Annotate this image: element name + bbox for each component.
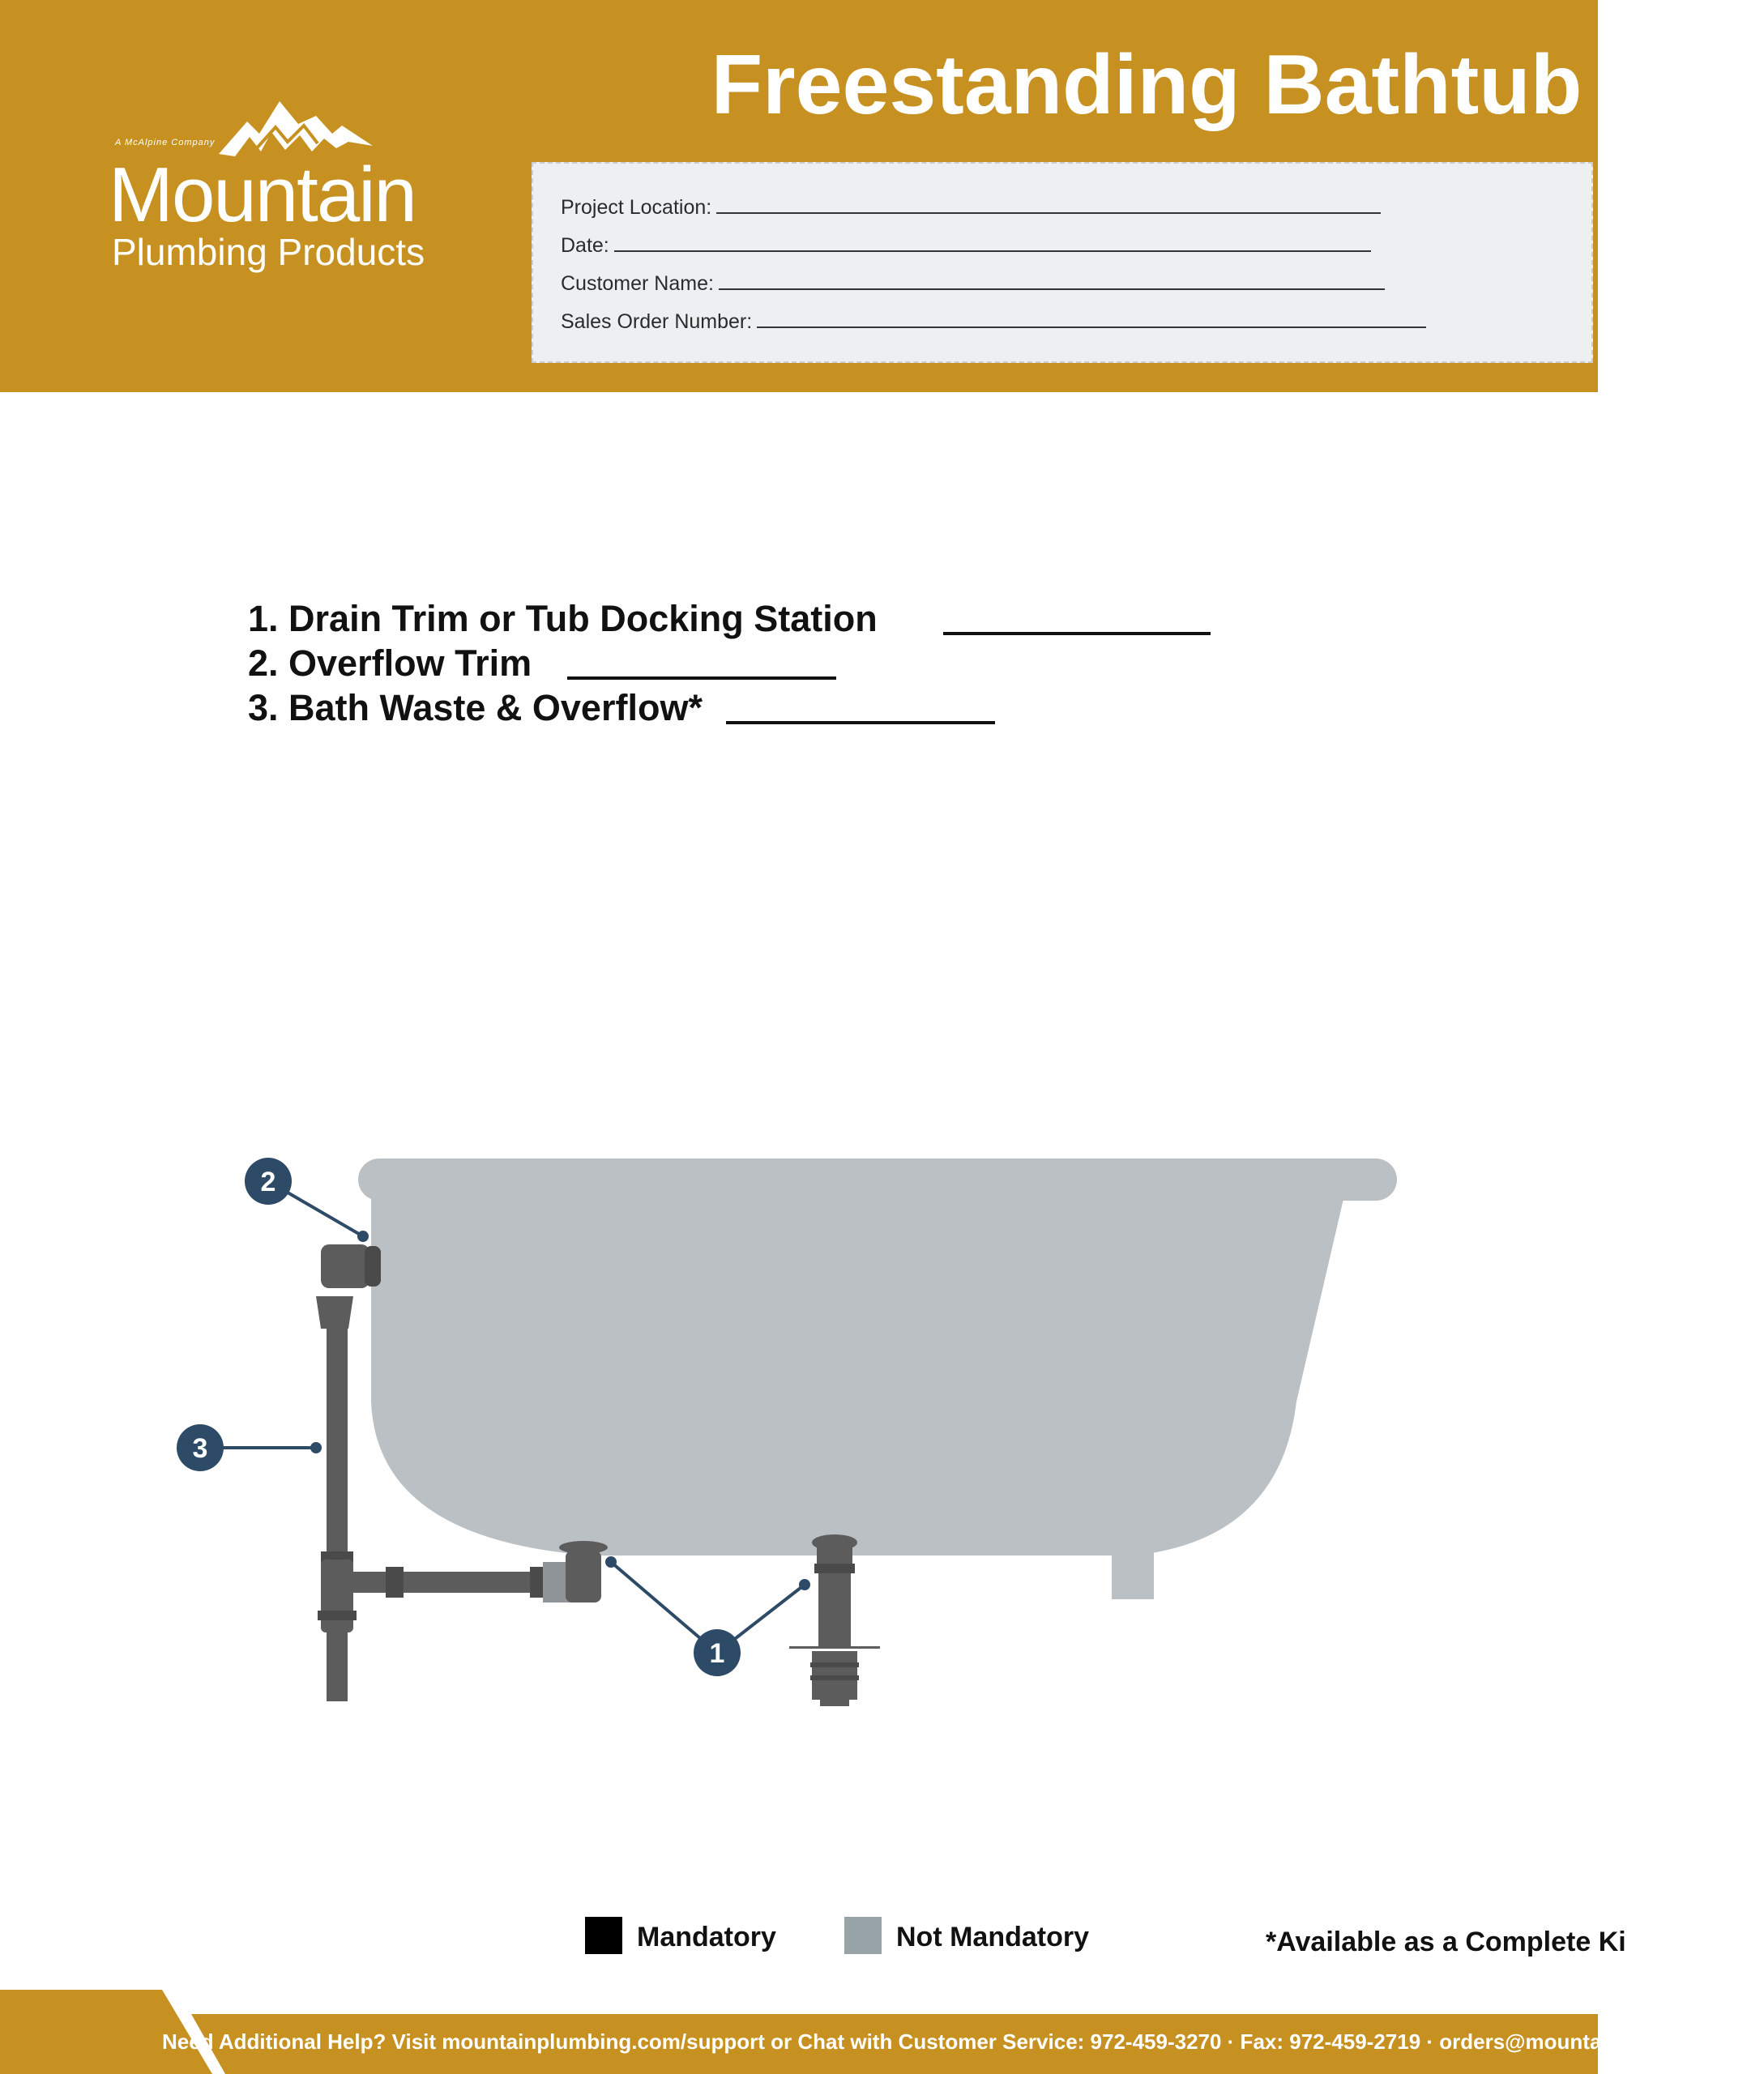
mandatory-swatch [585, 1917, 622, 1954]
docking-thread-2 [810, 1675, 859, 1680]
page-title: Freestanding Bathtub [711, 38, 1582, 132]
callout-3-dot [310, 1442, 322, 1453]
date-label: Date: [561, 234, 609, 257]
mountain-peaks-icon [219, 101, 373, 156]
item-drain-trim: 1. Drain Trim or Tub Docking Station [248, 598, 878, 639]
project-location-label: Project Location: [561, 196, 712, 219]
item-overflow-trim: 2. Overflow Trim [248, 642, 532, 684]
waste-horizontal-pipe [353, 1572, 548, 1593]
docking-tail [820, 1700, 849, 1706]
waste-vertical-pipe [327, 1329, 348, 1701]
project-info-box [532, 162, 1593, 363]
customer-name-label: Customer Name: [561, 272, 714, 295]
floor-line [789, 1646, 880, 1649]
logo-name: Mountain [109, 151, 416, 238]
waste-tee [321, 1560, 353, 1632]
date-field[interactable] [614, 234, 1371, 252]
not-mandatory-label: Not Mandatory [896, 1922, 1089, 1952]
overflow-coupling [316, 1296, 353, 1329]
not-mandatory-swatch [844, 1917, 882, 1954]
footer-contact-text: Need Additional Help? Visit mountainplumbing.com/support or Chat with Customer Service: 972-459-3270 · Fax: 972-459-2719 · orders@mountainplumbing.com [162, 2029, 1764, 2054]
callout-2-number: 2 [260, 1167, 276, 1197]
bathtub-rim [358, 1159, 1397, 1201]
item-overflow-trim-blank[interactable] [567, 676, 836, 680]
drain-shoe [566, 1551, 601, 1602]
callout-1-dot-b [799, 1579, 810, 1590]
project-location-field[interactable] [716, 196, 1381, 214]
complete-kit-note: *Available as a Complete Ki [1266, 1927, 1626, 1957]
mandatory-label: Mandatory [637, 1922, 776, 1952]
overflow-elbow [321, 1244, 369, 1288]
docking-cap-base [817, 1547, 852, 1565]
sales-order-field[interactable] [757, 310, 1426, 328]
item-bath-waste: 3. Bath Waste & Overflow* [248, 687, 703, 728]
sales-order-label: Sales Order Number: [561, 310, 753, 333]
docking-thread-1 [810, 1662, 859, 1667]
project-location-row [561, 194, 1381, 220]
logo-tagline: A McAlpine Company [115, 138, 216, 147]
tee-band [318, 1611, 357, 1620]
customer-name-field[interactable] [719, 272, 1385, 290]
date-row [561, 233, 1371, 258]
bathtub-body [371, 1199, 1343, 1556]
horizontal-pipe-nut [386, 1567, 404, 1598]
overflow-plate [365, 1246, 381, 1287]
bathtub-diagram [162, 1134, 1426, 1734]
callout-1-number: 1 [709, 1638, 725, 1669]
docking-ring [814, 1564, 855, 1573]
callout-2-dot [357, 1231, 369, 1242]
sales-order-row [561, 309, 1426, 335]
bathtub-foot [1112, 1547, 1154, 1599]
item-bath-waste-blank[interactable] [726, 721, 995, 724]
logo-subname: Plumbing Products [112, 231, 425, 273]
customer-name-row [561, 271, 1385, 297]
callout-3-number: 3 [192, 1433, 208, 1464]
callout-1-dot-a [605, 1556, 617, 1568]
item-drain-trim-blank[interactable] [943, 632, 1211, 635]
docking-body [818, 1573, 851, 1646]
